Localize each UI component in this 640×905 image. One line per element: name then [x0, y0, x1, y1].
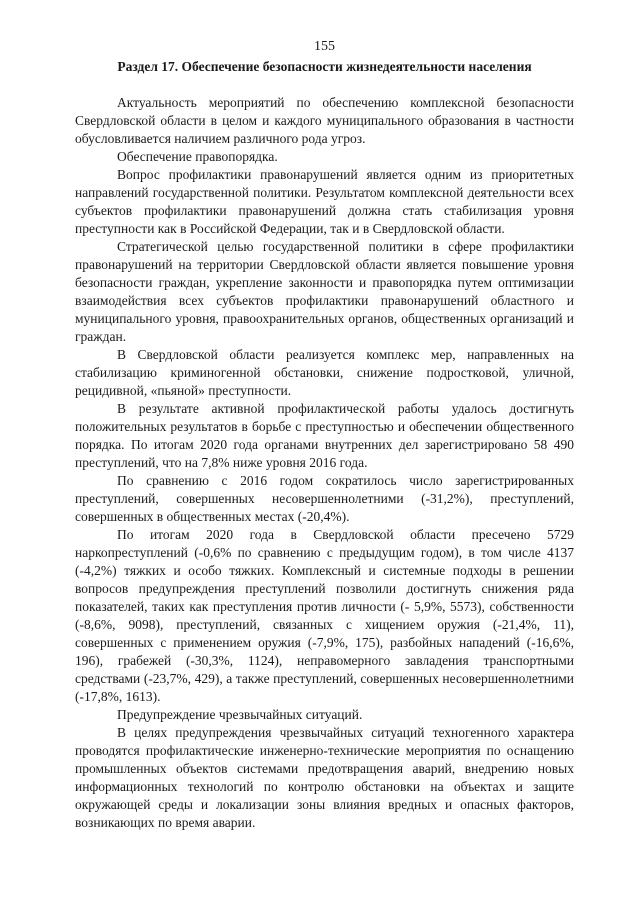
section-title: Раздел 17. Обеспечение безопасности жизнедеятельности населения	[117, 59, 532, 74]
paragraph-strategic-goal: Стратегической целью государственной политики в сфере профилактики правонарушений на территории Свердловской области является повышение уровня безопасности граждан, укрепление законности и правопорядка путем оптимизации взаимодействия всех субъектов профилактики правонарушений областного и муниципального уровня, правоохранительных органов, общественных организаций и граждан.	[75, 239, 574, 344]
paragraph-technogenic-prevention: В целях предупреждения чрезвычайных ситуаций техногенного характера проводятся профилактические инженерно-технические мероприятия по оснащению промышленных объектов системами предотвращения аварий, внедрению новых информационных технологий по контролю обстановки на объектах и защите окружающей среды и локализации зоны влияния вредных и опасных факторов, возникающих по время аварии.	[75, 725, 574, 830]
paragraph-drug-crimes: По итогам 2020 года в Свердловской области пресечено 5729 наркопреступлений (-0,6% по сравнению с предыдущим годом), в том числе 4137 (-4,2%) тяжких и особо тяжких. Комплексный и системные подходы в решении вопросов предупреждения преступлений позволили достигнуть снижения ряда показателей, таких как преступления против личности (- 5,9%, 5573), собственности (-8,6%, 9098), преступлений, связанных с хищением оружия (-21,4%, 11), совершенных с применением оружия (-7,9%, 175), разбойных нападений (-16,6%, 196), грабежей (-30,3%, 1124), неправомерного завладения транспортными средствами (-23,7%, 429), а также преступлений, совершенных несовершеннолетними (-17,8%, 1613).	[75, 527, 574, 704]
page-number: 155	[314, 39, 335, 54]
body-text	[75, 94, 574, 832]
paragraph-measures: В Свердловской области реализуется комплекс мер, направленных на стабилизацию криминогенной обстановки, снижение подростковой, уличной, рецидивной, «пьяной» преступности.	[75, 347, 574, 398]
paragraph-prevention-priority: Вопрос профилактики правонарушений является одним из приоритетных направлений государственной политики. Результатом комплексной деятельности всех субъектов профилактики правонарушений должна стать стабилизация уровня преступности как в Российской Федерации, так и в Свердловской области.	[75, 167, 574, 236]
paragraph-law-order-heading: Обеспечение правопорядка.	[117, 149, 278, 164]
paragraph-results-2020: В результате активной профилактической работы удалось достигнуть положительных результатов в борьбе с преступностью и обеспечении общественного порядка. По итогам 2020 года органами внутренних дел зарегистрировано 58 490 преступлений, что на 7,8% ниже уровня 2016 года.	[75, 401, 574, 470]
document-page	[75, 38, 574, 832]
paragraph-comparison-2016: По сравнению с 2016 годом сократилось число зарегистрированных преступлений, совершенных несовершеннолетними (-31,2%), преступлений, совершенных в общественных местах (-20,4%).	[75, 473, 574, 524]
paragraph-emergency-heading: Предупреждение чрезвычайных ситуаций.	[117, 707, 363, 722]
paragraph-relevance: Актуальность мероприятий по обеспечению комплексной безопасности Свердловской области в целом и каждого муниципального образования в частности обусловливается наличием различного рода угроз.	[75, 95, 574, 146]
